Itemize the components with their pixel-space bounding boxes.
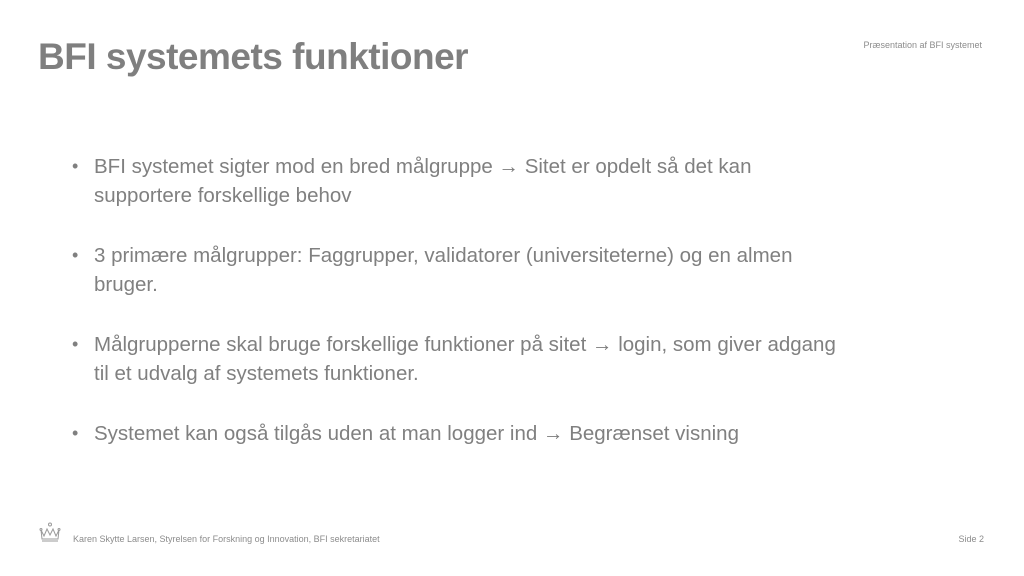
bullet-text: Målgrupperne skal bruge forskellige funktioner på sitet <box>94 333 587 356</box>
arrow-icon: → <box>498 155 519 178</box>
bullet-text: BFI systemet sigter mod en bred målgruppe <box>94 155 493 178</box>
page-number: Side 2 <box>958 534 984 544</box>
bullet-item <box>72 419 842 448</box>
bullet-text-continued: login, som giver adgang til et udvalg af systemets funktioner. <box>94 333 836 385</box>
bullet-dot: • <box>72 156 79 176</box>
bullet-list <box>72 152 842 479</box>
bullet-item <box>72 241 842 299</box>
bullet-item <box>72 330 842 388</box>
arrow-icon: → <box>591 333 613 356</box>
bullet-dot: • <box>72 245 79 265</box>
bullet-text-continued: Begrænset visning <box>569 422 739 445</box>
header-note: Præsentation af BFI systemet <box>863 40 982 50</box>
bullet-dot: • <box>72 423 79 443</box>
arrow-icon: → <box>543 422 564 445</box>
bullet-text: 3 primære målgrupper: Faggrupper, validatorer (universiteterne) og en almen bruger. <box>94 244 793 296</box>
slide-title: BFI systemets funktioner <box>38 36 469 77</box>
bullet-dot: • <box>72 334 79 354</box>
bullet-text: Systemet kan også tilgås uden at man logger ind <box>94 422 538 445</box>
bullet-item <box>72 152 842 210</box>
crown-icon <box>38 522 62 544</box>
footer-author: Karen Skytte Larsen, Styrelsen for Forskning og Innovation, BFI sekretariatet <box>73 534 380 544</box>
bullet-text-continued: Sitet er opdelt så det kan supportere forskellige behov <box>94 155 752 207</box>
